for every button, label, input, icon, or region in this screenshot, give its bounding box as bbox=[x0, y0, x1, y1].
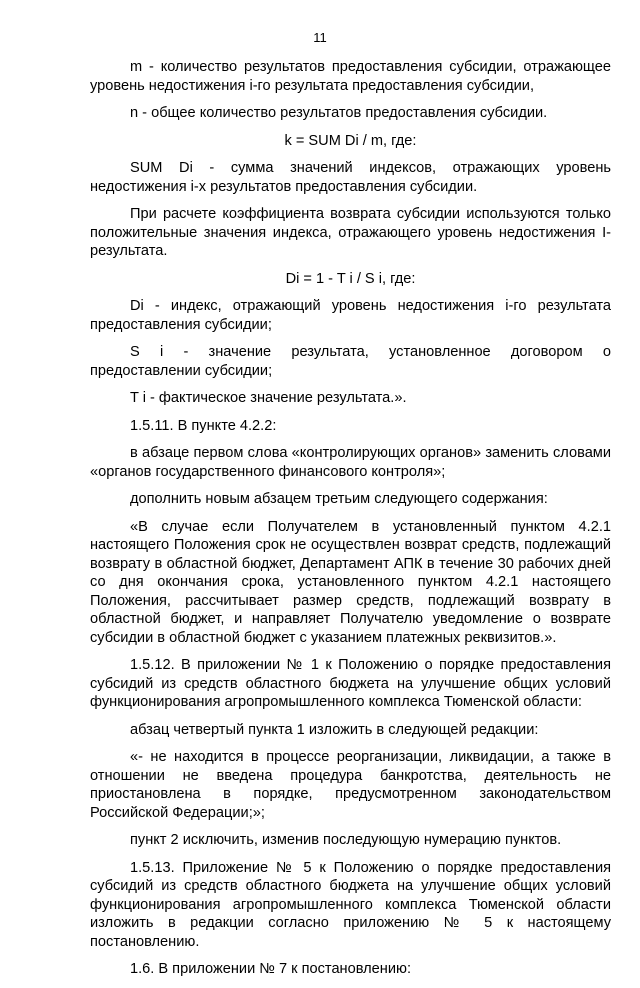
paragraph-sum-di-definition: SUM Di - сумма значений индексов, отражающих уровень недостижения i-х результатов предоставления субсидии. bbox=[90, 160, 611, 195]
paragraph-exclude-point-2: пункт 2 исключить, изменив последующую нумерацию пунктов. bbox=[130, 832, 562, 848]
paragraph-quoted-reorganization: «- не находится в процессе реорганизации, ликвидации, а также в отношении не введена процедура банкротства, деятельность не приостановлена в порядке, предусмотренном законодательством Российской Федерации;»; bbox=[90, 749, 611, 821]
paragraph-1-5-11: 1.5.11. В пункте 4.2.2: bbox=[130, 417, 277, 434]
formula-di: Di = 1 - T i / S i, где: bbox=[285, 270, 416, 287]
formula-k: k = SUM Di / m, где: bbox=[284, 132, 417, 149]
paragraph-1-5-13: 1.5.13. Приложение № 5 к Положению о порядке предоставления субсидий из средств областного бюджета на улучшение общих условий функционирования агропромышленного комплекса Тюменской области изложить в редакции согласно приложению № 5 к настоящему постановлению. bbox=[90, 859, 611, 950]
page-number: 11 bbox=[313, 30, 327, 45]
paragraph-replace-words: в абзаце первом слова «контролирующих органов» заменить словами «органов государственного финансового контроля»; bbox=[90, 445, 611, 480]
paragraph-m-definition: m - количество результатов предоставления субсидии, отражающее уровень недостижения i-го результата предоставления субсидии, bbox=[90, 59, 611, 94]
paragraph-positive-values: При расчете коэффициента возврата субсидии используются только положительные значения индекса, отражающего уровень недостижения I-результата. bbox=[90, 206, 611, 259]
paragraph-ti-definition: T i - фактическое значение результата.». bbox=[130, 390, 407, 406]
document-body bbox=[90, 58, 611, 988]
paragraph-fourth-abzac: абзац четвертый пункта 1 изложить в следующей редакции: bbox=[130, 721, 539, 738]
paragraph-di-definition: Di - индекс, отражающий уровень недостижения i-го результата предоставления субсидии; bbox=[90, 298, 611, 333]
paragraph-1-6: 1.6. В приложении № 7 к постановлению: bbox=[130, 961, 411, 977]
paragraph-quoted-return: «В случае если Получателем в установленный пунктом 4.2.1 настоящего Положения срок не осуществлен возврат средств, подлежащий возврату в областной бюджет, Департамент АПК в течение 30 рабочих дней со дня окончания срока, установленного пунктом 4.2.1 настоящего Положения, рассчитывает размер средств, подлежащий возврату в областной бюджет, и направляет Получателю уведомление о возврате субсидии в областной бюджет с указанием платежных реквизитов.». bbox=[90, 518, 611, 646]
paragraph-n-definition: n - общее количество результатов предоставления субсидии. bbox=[130, 105, 548, 121]
paragraph-add-third: дополнить новым абзацем третьим следующего содержания: bbox=[130, 491, 548, 507]
paragraph-si-definition: S i - значение результата, установленное договором о предоставлении субсидии; bbox=[90, 344, 611, 379]
paragraph-1-5-12: 1.5.12. В приложении № 1 к Положению о порядке предоставления субсидий из средств областного бюджета на улучшение общих условий функционирования агропромышленного комплекса Тюменской области: bbox=[90, 657, 611, 710]
